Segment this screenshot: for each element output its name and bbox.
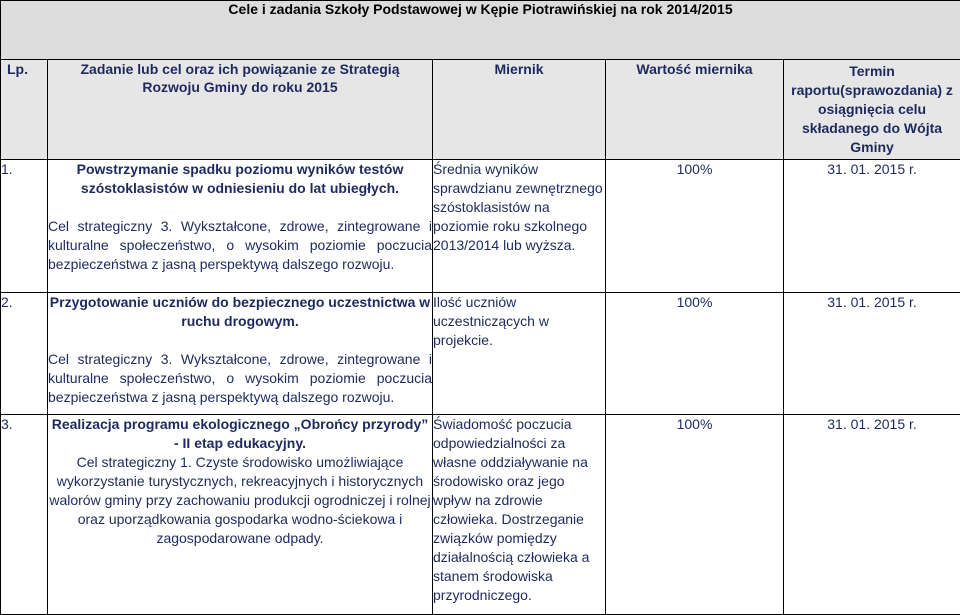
header-miernik: Miernik (433, 60, 606, 160)
termin-cell: 31. 01. 2015 r. (784, 415, 960, 615)
title-row (1, 1, 960, 60)
table-row (1, 160, 960, 293)
table-row (1, 293, 960, 415)
table-row (1, 415, 960, 615)
miernik-cell: Ilość uczniów uczestniczących w projekcie. (433, 293, 606, 415)
task-title: Powstrzymanie spadku poziomu wyników testów szóstoklasistów w odniesieniu do lat ubiegłych. (48, 160, 432, 198)
wartosc-cell: 100% (606, 293, 784, 415)
task-cell (48, 160, 433, 293)
header-wartosc: Wartość miernika (606, 60, 784, 160)
row-number: 3. (1, 415, 48, 615)
task-strategy: Cel strategiczny 3. Wykształcone, zdrowe, zintegrowane i kulturalne społeczeństwo, o wysokim poziomie poczucia bezpieczeństwa z jasną perspektywą dalszego rozwoju. (48, 217, 432, 274)
task-cell (48, 293, 433, 415)
miernik-cell: Świadomość poczucia odpowiedzialności za własne oddziaływanie na środowisko oraz jego wpływ na zdrowie człowieka. Dostrzeganie związków pomiędzy działalnością człowieka a stanem środowiska przyrodniczego. (433, 415, 606, 615)
task-cell (48, 415, 433, 615)
header-row (1, 60, 960, 160)
task-title: Przygotowanie uczniów do bezpiecznego uczestnictwa w ruchu drogowym. (48, 293, 432, 331)
termin-cell: 31. 01. 2015 r. (784, 160, 960, 293)
task-strategy: Cel strategiczny 3. Wykształcone, zdrowe, zintegrowane i kulturalne społeczeństwo, o wysokim poziomie poczucia bezpieczeństwa z jasną perspektywą dalszego rozwoju. (48, 350, 432, 407)
header-termin: Termin raportu(sprawozdania) z osiągnięcia celu składanego do Wójta Gminy (784, 60, 960, 160)
task-title: Realizacja programu ekologicznego „Obrońcy przyrody” - II etap edukacyjny. (48, 415, 432, 453)
task-strategy: Cel strategiczny 1. Czyste środowisko umożliwiające wykorzystanie turystycznych, rekreacyjnych i historycznych walorów gminy przy zachowaniu produkcji ogrodniczej i rolnej oraz uporządkowania gospodarka wodno-ściekowa i zagospodarowane odpady. (48, 453, 432, 548)
header-lp: Lp. (1, 60, 48, 160)
header-zadanie: Zadanie lub cel oraz ich powiązanie ze Strategią Rozwoju Gminy do roku 2015 (48, 60, 433, 160)
document-title: Cele i zadania Szkoły Podstawowej w Kępie Piotrawińskiej na rok 2014/2015 (1, 1, 960, 60)
row-number: 1. (1, 160, 48, 293)
miernik-cell: Średnia wyników sprawdzianu zewnętrznego szóstoklasistów na poziomie roku szkolnego 2013/2014 lub wyższa. (433, 160, 606, 293)
wartosc-cell: 100% (606, 160, 784, 293)
row-number: 2. (1, 293, 48, 415)
termin-cell: 31. 01. 2015 r. (784, 293, 960, 415)
wartosc-cell: 100% (606, 415, 784, 615)
